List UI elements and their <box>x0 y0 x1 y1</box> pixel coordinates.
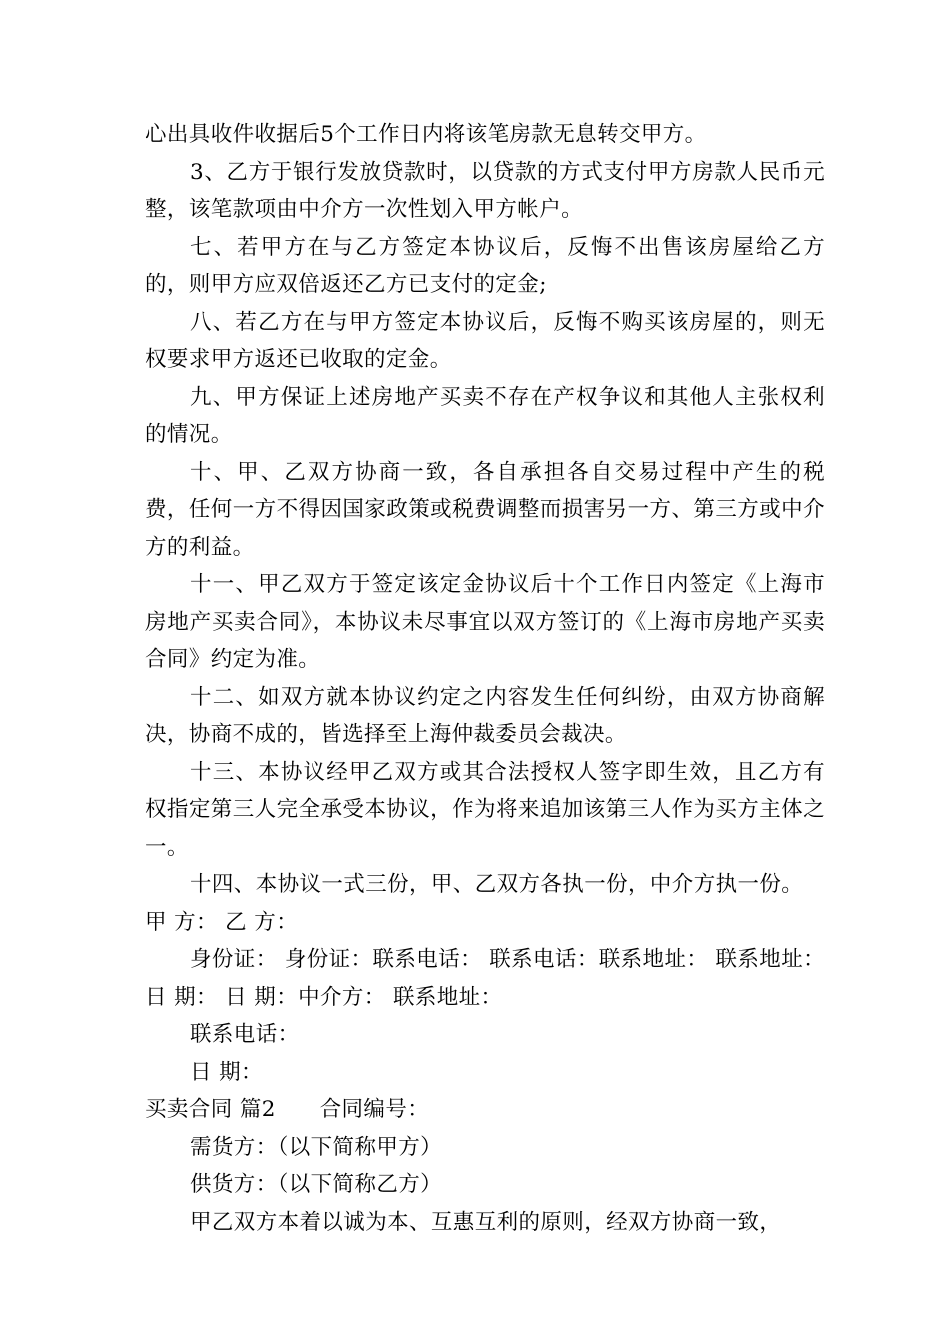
paragraph: 十二、如双方就本协议约定之内容发生任何纠纷，由双方协商解决，协商不成的，皆选择至上海仲裁委员会裁决。 <box>145 684 825 747</box>
section-heading: 买卖合同 篇2 合同编号： <box>145 1097 430 1122</box>
supplier-line: 供货方：（以下简称乙方） <box>190 1172 443 1197</box>
paragraph: 十一、甲乙双方于签定该定金协议后十个工作日内签定《上海市房地产买卖合同》，本协议未尽事宜以双方签订的《上海市房地产买卖合同》约定为准。 <box>145 572 825 672</box>
paragraph: 八、若乙方在与甲方签定本协议后，反悔不购买该房屋的，则无权要求甲方返还已收取的定金。 <box>145 309 825 372</box>
paragraph: 十四、本协议一式三份，甲、乙双方各执一份，中介方执一份。 <box>190 872 804 897</box>
paragraph: 甲乙双方本着以诚为本、互惠互利的原则，经双方协商一致， <box>190 1209 782 1235</box>
signature-phone: 联系电话： <box>190 1022 300 1047</box>
paragraph: 心出具收件收据后5个工作日内将该笔房款无息转交甲方。 <box>145 122 707 147</box>
document-body <box>145 116 825 1241</box>
signature-date: 日 期： <box>190 1059 263 1085</box>
paragraph: 3、乙方于银行发放贷款时，以贷款的方式支付甲方房款人民币元整，该笔款项由中介方一次性划入甲方帐户。 <box>145 159 825 222</box>
signature-parties: 甲 方： 乙 方： <box>145 909 299 935</box>
signature-details: 身份证： 身份证：联系电话： 联系电话：联系地址： 联系地址：日 期： 日 期：中介方： 联系地址： <box>145 947 825 1010</box>
paragraph: 九、甲方保证上述房地产买卖不存在产权争议和其他人主张权利的情况。 <box>145 384 825 447</box>
paragraph: 十、甲、乙双方协商一致，各自承担各自交易过程中产生的税费，任何一方不得因国家政策或税费调整而损害另一方、第三方或中介方的利益。 <box>145 459 825 560</box>
paragraph: 七、若甲方在与乙方签定本协议后，反悔不出售该房屋给乙方的，则甲方应双倍返还乙方已支付的定金; <box>145 234 825 297</box>
buyer-line: 需货方：（以下简称甲方） <box>190 1134 443 1160</box>
paragraph: 十三、本协议经甲乙双方或其合法授权人签字即生效，且乙方有权指定第三人完全承受本协议，作为将来追加该第三人作为买方主体之一。 <box>145 759 825 860</box>
